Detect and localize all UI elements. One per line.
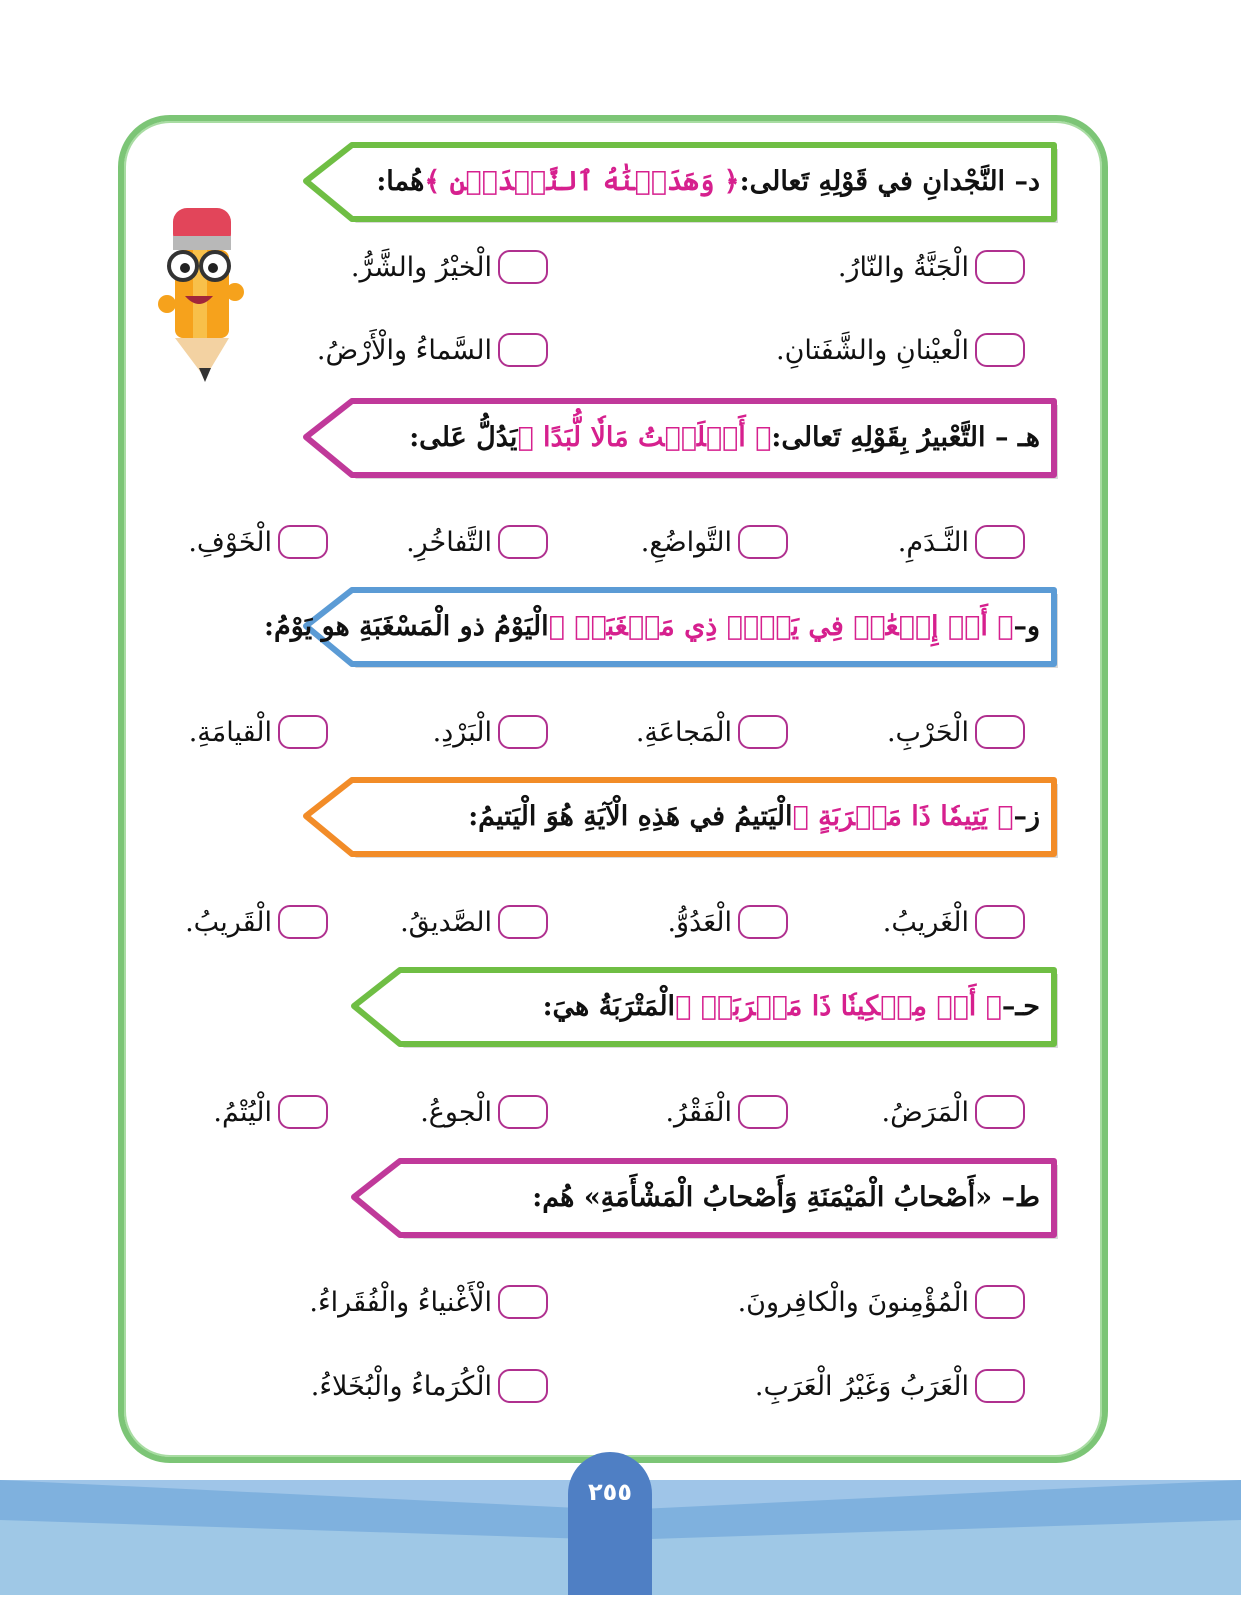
option-label: الْعَرَبُ وَغَيْرُ الْعَرَبِ. — [754, 1370, 969, 1402]
answer-option[interactable] — [185, 897, 328, 947]
question-banner-h — [302, 397, 1062, 483]
quran-verse: ﴿ أَوۡ إِطۡعَٰمٞ فِي يَوۡمٖ ذِي مَسۡغَبَةٖ ﴾ — [548, 610, 1014, 642]
page-number: ٢٥٥ — [568, 1452, 652, 1595]
option-label: الْكُرَماءُ والْبُخَلاءُ. — [310, 1370, 492, 1402]
answer-option[interactable] — [883, 897, 1025, 947]
checkbox[interactable] — [278, 715, 328, 749]
pencil-character-icon — [155, 200, 250, 390]
option-label: الْعَدُوُّ. — [667, 906, 732, 938]
checkbox[interactable] — [975, 1095, 1025, 1129]
quran-verse: ﴿ يَتِيمٗا ذَا مَقۡرَبَةٍ ﴾ — [792, 800, 1014, 832]
option-label: الْخيْرُ والشَّرُّ. — [350, 251, 492, 283]
answer-option[interactable] — [189, 707, 328, 757]
answer-option[interactable] — [755, 1361, 1025, 1411]
question-suffix: الْيَتيمُ في هَذِهِ الْآيَةِ هُوَ الْيَتيمُ: — [468, 800, 793, 832]
option-label: الْقيامَةِ. — [188, 716, 272, 748]
checkbox[interactable] — [975, 715, 1025, 749]
checkbox[interactable] — [278, 905, 328, 939]
question-prefix: حـ– — [1001, 990, 1040, 1022]
answer-option[interactable] — [898, 517, 1025, 567]
answer-option[interactable] — [400, 897, 548, 947]
question-text — [376, 141, 1040, 221]
quran-verse: ﴿ أَهۡلَكۡتُ مَالٗا لُّبَدًا ﴾ — [517, 421, 772, 453]
option-label: الْعيْنانِ والشَّفَتانِ. — [776, 334, 969, 366]
question-banner-d — [302, 141, 1062, 227]
answer-option[interactable] — [636, 707, 788, 757]
question-text — [264, 586, 1040, 666]
answer-option[interactable] — [188, 517, 328, 567]
option-label: الْغَريبُ. — [882, 906, 969, 938]
question-prefix: ط– «أَصْحابُ الْمَيْمَنَةِ وَأَصْحابُ الْمَشْأَمَةِ» هُم: — [532, 1181, 1040, 1213]
answer-option[interactable] — [641, 517, 788, 567]
answer-option[interactable] — [665, 1087, 788, 1137]
option-label: الْبَرْدِ. — [432, 716, 492, 748]
checkbox[interactable] — [975, 250, 1025, 284]
question-prefix: و– — [1013, 610, 1040, 642]
answer-option[interactable] — [882, 1087, 1025, 1137]
checkbox[interactable] — [498, 715, 548, 749]
answer-option[interactable] — [317, 325, 548, 375]
answer-option[interactable] — [738, 1277, 1025, 1327]
option-label: الصَّديقُ. — [400, 906, 492, 938]
checkbox[interactable] — [738, 1095, 788, 1129]
option-label: الْحَرْبِ. — [886, 716, 969, 748]
question-suffix: يَدُلُّ عَلى: — [409, 421, 518, 453]
answer-option[interactable] — [309, 1277, 548, 1327]
checkbox[interactable] — [498, 1285, 548, 1319]
question-prefix: ز– — [1013, 800, 1040, 832]
question-banner-z — [302, 776, 1062, 862]
question-banner-t — [350, 1157, 1062, 1243]
question-text — [532, 1157, 1040, 1237]
option-label: الْجَنَّةُ والنّارُ. — [837, 251, 969, 283]
option-label: الْقَريبُ. — [185, 906, 272, 938]
option-label: الْيُتْمُ. — [213, 1096, 272, 1128]
checkbox[interactable] — [498, 1369, 548, 1403]
option-label: الْفَقْرُ. — [665, 1096, 732, 1128]
option-label: التَّفاخُرِ. — [406, 526, 492, 558]
question-suffix: هُما: — [376, 165, 425, 197]
checkbox[interactable] — [975, 1285, 1025, 1319]
question-suffix: الْمَتْرَبَةُ هيَ: — [542, 990, 676, 1022]
question-banner-ha — [350, 966, 1062, 1052]
checkbox[interactable] — [738, 715, 788, 749]
checkbox[interactable] — [278, 1095, 328, 1129]
quran-verse: ﴿ وَهَدَيۡنَٰهُ ٱلنَّجۡدَيۡنِ ﴾ — [424, 165, 740, 197]
checkbox[interactable] — [975, 1369, 1025, 1403]
question-text — [543, 966, 1040, 1046]
checkbox[interactable] — [975, 525, 1025, 559]
option-label: الْمَجاعَةِ. — [635, 716, 732, 748]
checkbox[interactable] — [498, 250, 548, 284]
option-label: الْأَغْنياءُ والْفُقَراءُ. — [309, 1286, 492, 1318]
quran-verse: ﴿ أَوۡ مِسۡكِينٗا ذَا مَتۡرَبَةٖ ﴾ — [675, 990, 1002, 1022]
checkbox[interactable] — [975, 905, 1025, 939]
answer-option[interactable] — [667, 897, 788, 947]
option-label: الْخَوْفِ. — [188, 526, 272, 558]
question-text — [468, 776, 1040, 856]
checkbox[interactable] — [498, 905, 548, 939]
answer-option[interactable] — [311, 1361, 548, 1411]
answer-option[interactable] — [406, 517, 548, 567]
answer-option[interactable] — [433, 707, 548, 757]
option-label: الْمَرَضُ. — [881, 1096, 969, 1128]
checkbox[interactable] — [738, 525, 788, 559]
checkbox[interactable] — [498, 333, 548, 367]
question-banner-w — [264, 586, 1062, 672]
checkbox[interactable] — [738, 905, 788, 939]
answer-option[interactable] — [351, 242, 548, 292]
option-label: النَّـدَمِ. — [897, 526, 969, 558]
checkbox[interactable] — [498, 1095, 548, 1129]
question-prefix: هـ – التَّعْبيرُ بِقَوْلِهِ تَعالى: — [771, 421, 1040, 453]
answer-option[interactable] — [213, 1087, 328, 1137]
checkbox[interactable] — [975, 333, 1025, 367]
answer-option[interactable] — [420, 1087, 548, 1137]
option-label: الْجوعُ. — [420, 1096, 492, 1128]
option-label: الْمُؤْمِنونَ والْكافِرونَ. — [737, 1286, 969, 1318]
checkbox[interactable] — [498, 525, 548, 559]
question-text — [409, 397, 1040, 477]
option-label: السَّماءُ والْأَرْضُ. — [316, 334, 492, 366]
answer-option[interactable] — [887, 707, 1025, 757]
answer-option[interactable] — [776, 325, 1025, 375]
question-prefix: د– النَّجْدانِ في قَوْلِهِ تَعالى: — [739, 165, 1040, 197]
question-suffix: الْيَوْمُ ذو الْمَسْغَبَةِ هو يَوْمُ: — [264, 610, 549, 642]
answer-option[interactable] — [838, 242, 1025, 292]
option-label: التَّواضُعِ. — [640, 526, 732, 558]
checkbox[interactable] — [278, 525, 328, 559]
